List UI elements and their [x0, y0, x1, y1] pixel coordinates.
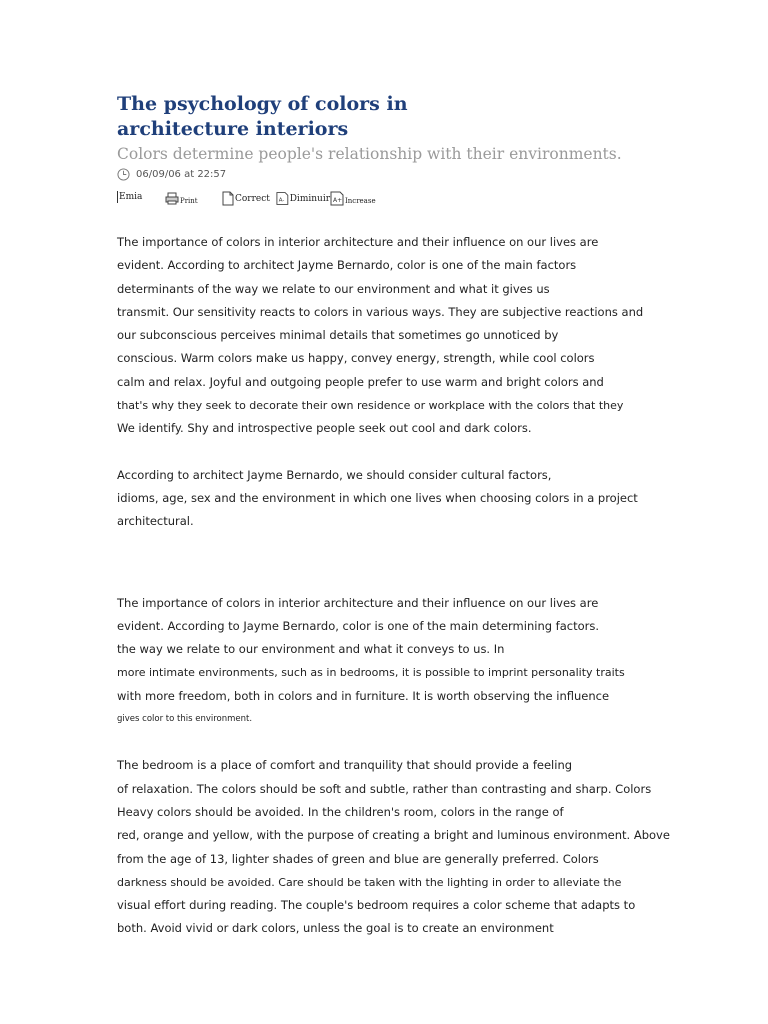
print-label: Print: [180, 197, 198, 205]
paragraph-4: [117, 754, 670, 940]
article-date: 06/09/06 at 22:57: [136, 168, 227, 180]
text-line: from the age of 13, lighter shades of green and blue are generally preferred. Colors: [117, 851, 599, 866]
article-toolbar: [117, 191, 662, 211]
text-line: idioms, age, sex and the environment in which one lives when choosing colors in a project: [117, 490, 638, 505]
text-line: conscious. Warm colors make us happy, convey energy, strength, while cool colors: [117, 351, 595, 366]
increase-label: Increase: [345, 197, 376, 205]
clock-icon: [117, 168, 130, 181]
text-line: the way we relate to our environment and what it conveys to us. In: [117, 642, 505, 657]
text-line: The bedroom is a place of comfort and tranquility that should provide a feeling: [117, 758, 573, 773]
text-line: of relaxation. The colors should be soft and subtle, rather than contrasting and sharp. Colors: [117, 781, 652, 796]
spacer: [117, 557, 662, 592]
text-line: determinants of the way we relate to our environment and what it gives us: [117, 281, 550, 296]
text-line: According to architect Jayme Bernardo, we should consider cultural factors,: [117, 467, 552, 482]
text-line: darkness should be avoided. Care should be taken with the lighting in order to alleviate the: [117, 875, 622, 889]
email-button[interactable]: [117, 191, 165, 203]
text-line: gives color to this environment.: [117, 714, 253, 725]
text-line: architectural.: [117, 514, 194, 529]
text-line: Heavy colors should be avoided. In the children's room, colors in the range of: [117, 804, 564, 819]
text-line: The importance of colors in interior architecture and their influence on our lives are: [117, 235, 599, 249]
paragraph-1: [117, 231, 662, 441]
text-line: The importance of colors in interior architecture and their influence on our lives are: [117, 595, 599, 610]
correct-label: Correct: [235, 193, 270, 204]
text-line: evident. According to architect Jayme Bernardo, color is one of the main factors: [117, 258, 577, 273]
article-body: [117, 231, 670, 941]
document-icon: [222, 191, 234, 206]
svg-text:A-: A-: [278, 197, 285, 204]
text-line: visual effort during reading. The couple's bedroom requires a color scheme that adapts to: [117, 898, 636, 913]
paragraph-2: [117, 464, 662, 534]
article-title: The psychology of colors in architecture interiors: [117, 93, 408, 140]
text-line: evident. According to Jayme Bernardo, color is one of the main determining factors.: [117, 618, 600, 633]
text-line: that's why they seek to decorate their own residence or workplace with the colors that they: [117, 399, 624, 413]
email-divider: [117, 191, 118, 203]
increase-font-button[interactable]: [330, 191, 390, 206]
font-decrease-icon: [276, 191, 289, 206]
text-line: red, orange and yellow, with the purpose of creating a bright and luminous environment. Above: [117, 828, 670, 843]
text-line: both. Avoid vivid or dark colors, unless the goal is to create an environment: [117, 921, 554, 936]
text-line: calm and relax. Joyful and outgoing people prefer to use warm and bright colors and: [117, 374, 604, 389]
print-button[interactable]: [165, 191, 222, 205]
print-icon: [165, 192, 179, 205]
diminish-label: Diminuir: [289, 193, 330, 204]
correct-button[interactable]: [222, 191, 276, 206]
text-line: transmit. Our sensitivity reacts to colors in various ways. They are subjective reactions and: [117, 304, 644, 319]
font-increase-icon: [330, 191, 344, 206]
article-subtitle: Colors determine people's relationship with their environments.: [117, 145, 622, 163]
text-line: our subconscious perceives minimal details that sometimes go unnoticed by: [117, 328, 559, 343]
text-line: We identify. Shy and introspective people seek out cool and dark colors.: [117, 421, 532, 436]
svg-text:A+: A+: [333, 197, 343, 204]
diminish-font-button[interactable]: [276, 191, 330, 206]
text-line: more intimate environments, such as in bedrooms, it is possible to imprint personality traits: [117, 666, 625, 680]
paragraph-3: [117, 592, 662, 732]
text-line: with more freedom, both in colors and in furniture. It is worth observing the influence: [117, 688, 610, 703]
email-label: Emia: [119, 192, 143, 202]
dateline: [117, 166, 662, 182]
article: [117, 92, 670, 964]
